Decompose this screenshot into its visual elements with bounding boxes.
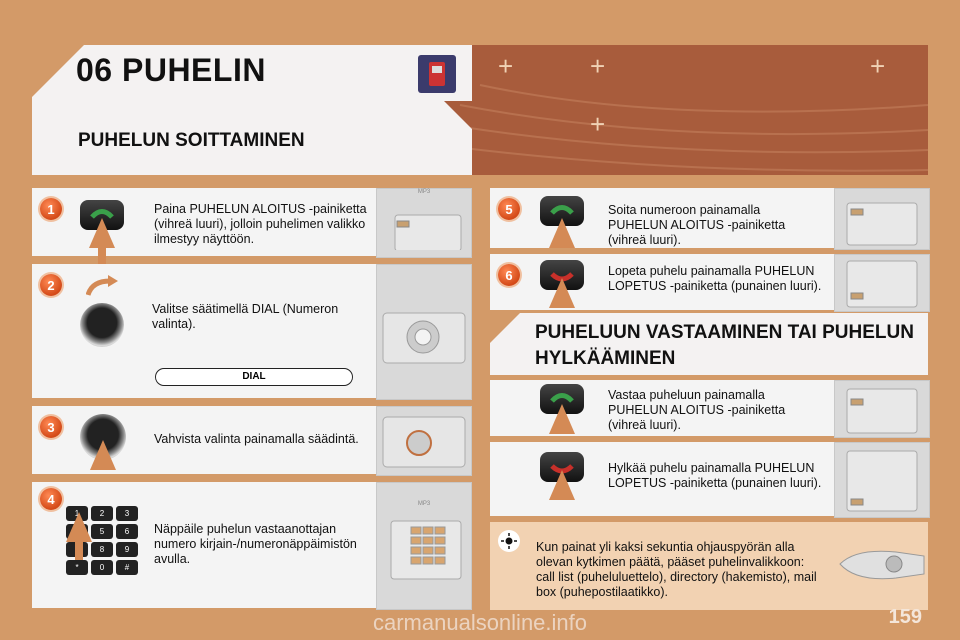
rotary-knob-icon <box>80 303 124 347</box>
press-arrow-icon <box>549 218 575 248</box>
keypad-key: # <box>116 560 138 575</box>
steering-stalk-image <box>836 534 928 594</box>
device-thumbnail <box>834 254 930 312</box>
step-badge-2: 2 <box>40 274 62 296</box>
keypad-key: 2 <box>91 506 113 521</box>
press-arrow-icon <box>549 278 575 308</box>
device-thumbnail <box>376 188 472 258</box>
answer-text: Vastaa puheluun painamalla PUHELUN ALOITUS -painiketta (vihreä luuri). <box>608 388 786 432</box>
plus-decor: + <box>590 51 606 81</box>
dial-menu-pill: DIAL <box>155 368 353 386</box>
step-badge-3: 3 <box>40 416 62 438</box>
keypad-key: 0 <box>91 560 113 575</box>
device-thumbnail <box>834 380 930 438</box>
keypad-key: * <box>66 560 88 575</box>
curved-arrow-icon <box>89 218 115 266</box>
step-badge-5: 5 <box>498 198 520 220</box>
section-title: PUHELUN SOITTAMINEN <box>78 130 305 151</box>
section2-title: PUHELUUN VASTAAMINEN TAI PUHELUN HYLKÄÄMINEN <box>535 322 914 369</box>
keypad-key: 5 <box>91 524 113 539</box>
curved-arrow-icon <box>86 275 120 302</box>
press-arrow-icon <box>549 470 575 500</box>
keypad-key: 6 <box>116 524 138 539</box>
reject-text: Hylkää puhelu painamalla PUHELUN LOPETUS -painiketta (punainen luuri). <box>608 461 822 490</box>
plus-decor: + <box>870 51 886 81</box>
header-decor <box>420 45 928 175</box>
device-thumbnail <box>376 482 472 610</box>
step-badge-6: 6 <box>498 264 520 286</box>
step-badge-1: 1 <box>40 198 62 220</box>
step-text-2: Valitse säätimellä DIAL (Numeron valinta). <box>152 302 339 331</box>
step-text-3: Vahvista valinta painamalla säädintä. <box>154 432 359 446</box>
keypad-key: 8 <box>91 542 113 557</box>
step-badge-4: 4 <box>40 488 62 510</box>
page-title: 06 PUHELIN <box>76 52 266 88</box>
sun-info-icon <box>498 530 520 552</box>
plus-decor: + <box>498 51 514 81</box>
press-arrow-icon <box>549 404 575 434</box>
keypad-key: 3 <box>116 506 138 521</box>
step-text-5: Soita numeroon painamalla PUHELUN ALOITUS -painiketta (vihreä luuri). <box>608 203 786 247</box>
screen-label: MP3 <box>417 501 431 507</box>
keypad-key: 9 <box>116 542 138 557</box>
watermark: carmanualsonline.info <box>372 610 588 635</box>
device-thumbnail <box>834 442 930 518</box>
press-arrow-icon <box>66 512 92 560</box>
device-thumbnail <box>834 188 930 250</box>
header-lines <box>420 45 928 175</box>
keypad-key: 1 <box>66 506 88 521</box>
page-number: 159 <box>888 606 922 628</box>
device-thumbnail <box>376 406 472 476</box>
step-text-6: Lopeta puhelu painamalla PUHELUN LOPETUS -painiketta (punainen luuri). <box>608 264 822 293</box>
phone-section-icon <box>418 55 456 93</box>
device-thumbnail <box>376 264 472 400</box>
step-text-1: Paina PUHELUN ALOITUS -painiketta (vihreä luuri), jolloin puhelimen valikko ilmestyy näyttöön. <box>154 202 367 246</box>
screen-label: MP3 <box>417 189 431 195</box>
press-arrow-icon <box>90 440 116 470</box>
plus-decor: + <box>590 109 606 139</box>
keypad-key: 4 <box>66 524 88 539</box>
info-text: Kun painat yli kaksi sekuntia ohjauspyörän alla olevan kytkimen päätä, pääset puhelinvalikkoon: call list (puheluluettelo), directory (hakemisto), mail box (puhepostilaatikko). <box>536 540 817 599</box>
step-text-4: Näppäile puhelun vastaanottajan numero kirjain-/numeronäppäimistön avulla. <box>154 522 357 566</box>
